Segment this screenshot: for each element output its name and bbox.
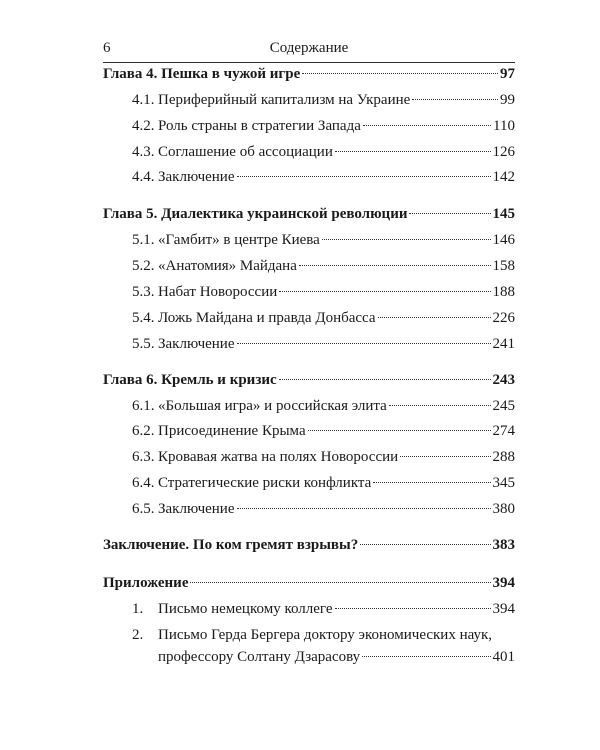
toc-entry-number: 4.3. [132,144,155,160]
dot-leader [237,176,491,177]
toc-page-number: 394 [492,601,515,617]
toc-section-entry[interactable] [103,232,515,252]
toc-entry-number: 6.2. [132,423,155,439]
toc-chapter-entry[interactable] [103,66,515,86]
dot-leader [335,151,491,152]
toc-page-number: 142 [492,169,515,185]
dot-leader [362,656,490,657]
toc-page-number: 145 [492,206,515,222]
toc-page-number: 383 [492,537,515,553]
running-title: Содержание [269,40,349,56]
toc-page-number: 97 [500,66,515,82]
toc-entry-title: «Гамбит» в центре Киева [158,232,320,248]
toc-entry-line1 [132,627,492,644]
dot-leader [308,430,491,431]
toc-section-entry[interactable] [103,449,515,469]
toc-entry-title: Кровавая жатва на полях Новороссии [158,449,399,465]
toc-entry-title: Письмо Герда Бергера доктору экономических наук, [158,627,493,643]
toc-entry-number: 5.4. [132,310,155,326]
toc-entry-title: Письмо немецкому коллеге [158,601,333,617]
toc-page-number: 274 [492,423,515,439]
dot-leader [322,239,491,240]
dot-leader [237,343,491,344]
toc-page-number: 243 [492,372,515,388]
toc-entry-title: профессору Солтану Дзарасову [158,649,361,665]
toc-page-number: 126 [492,144,515,160]
toc-entry-title: Соглашение об ассоциации [158,144,333,160]
toc-entry-number: 2. [132,627,144,643]
dot-leader [373,482,490,483]
dot-leader [409,213,490,214]
toc-entry-title: Заключение. По ком гремят взрывы? [103,537,359,553]
toc-entry-number: 6.5. [132,501,155,517]
dot-leader [279,291,490,292]
toc-page-number: 380 [492,501,515,517]
dot-leader [412,99,498,100]
toc-entry-number: 6.1. [132,398,155,414]
toc-section-entry[interactable] [103,398,515,418]
toc-entry-number: 4.1. [132,92,155,108]
dot-leader [389,405,491,406]
toc-section-entry[interactable] [103,258,515,278]
toc-entry-title: Ложь Майдана и правда Донбасса [158,310,376,326]
toc-page-number: 99 [500,92,515,108]
toc-section-entry[interactable] [103,118,515,138]
toc-entry-title: Роль страны в стратегии Запада [158,118,361,134]
toc-page-number: 345 [492,475,515,491]
toc-chapter-entry[interactable] [103,537,515,557]
toc-entry-number: 4.2. [132,118,155,134]
toc-page-number: 288 [492,449,515,465]
page-number: 6 [103,40,111,56]
toc-section-entry[interactable] [103,92,515,112]
toc-entry-title: Глава 6. Кремль и кризис [103,372,277,388]
toc-entry-title: Периферийный капитализм на Украине [158,92,411,108]
toc-section-entry[interactable] [103,601,515,621]
toc-entry-number: 6.3. [132,449,155,465]
toc-section-entry[interactable] [103,501,515,521]
toc-entry-number: 5.2. [132,258,155,274]
toc-entry-title: Заключение [158,501,235,517]
toc-entry-title: Приложение [103,575,189,591]
dot-leader [400,456,490,457]
toc-entry-title: Набат Новороссии [158,284,278,300]
toc-chapter-entry[interactable] [103,372,515,392]
toc-entry-title: «Большая игра» и российская элита [158,398,387,414]
toc-entry-number: 1. [132,601,144,617]
toc-section-entry[interactable] [103,336,515,356]
dot-leader [190,582,490,583]
dot-leader [363,125,491,126]
toc-entry-number: 4.4. [132,169,155,185]
toc-entry-title: Заключение [158,169,235,185]
toc-section-entry[interactable] [103,169,515,189]
toc-page-number: 226 [492,310,515,326]
toc-page-number: 245 [492,398,515,414]
dot-leader [302,73,498,74]
toc-section-entry[interactable] [103,284,515,304]
dot-leader [360,544,490,545]
toc-chapter-entry[interactable] [103,206,515,226]
dot-leader [299,265,491,266]
toc-page-number: 188 [492,284,515,300]
toc-entry-title: Заключение [158,336,235,352]
dot-leader [237,508,491,509]
toc-entry-number: 5.3. [132,284,155,300]
toc-section-entry[interactable] [103,475,515,495]
running-header [103,40,515,63]
toc-entry-number: 5.1. [132,232,155,248]
toc-entry-number: 6.4. [132,475,155,491]
toc-entry-title: Глава 5. Диалектика украинской революции [103,206,408,222]
toc-section-entry[interactable] [103,144,515,164]
dot-leader [279,379,491,380]
toc-page-number: 158 [492,258,515,274]
toc-entry-title: Глава 4. Пешка в чужой игре [103,66,301,82]
toc-page-number: 401 [492,649,515,665]
toc-section-entry[interactable] [103,649,515,669]
toc-entry-title: «Анатомия» Майдана [158,258,297,274]
toc-entry-title: Стратегические риски конфликта [158,475,372,491]
toc-section-entry[interactable] [103,310,515,330]
toc-chapter-entry[interactable] [103,575,515,595]
toc-entry-title: Присоединение Крыма [158,423,306,439]
toc-page-number: 394 [492,575,515,591]
toc-page-number: 146 [492,232,515,248]
toc-entry-number: 5.5. [132,336,155,352]
dot-leader [335,608,491,609]
dot-leader [378,317,491,318]
toc-page-number: 110 [493,118,515,134]
toc-section-entry[interactable] [103,423,515,443]
toc-page-number: 241 [492,336,515,352]
